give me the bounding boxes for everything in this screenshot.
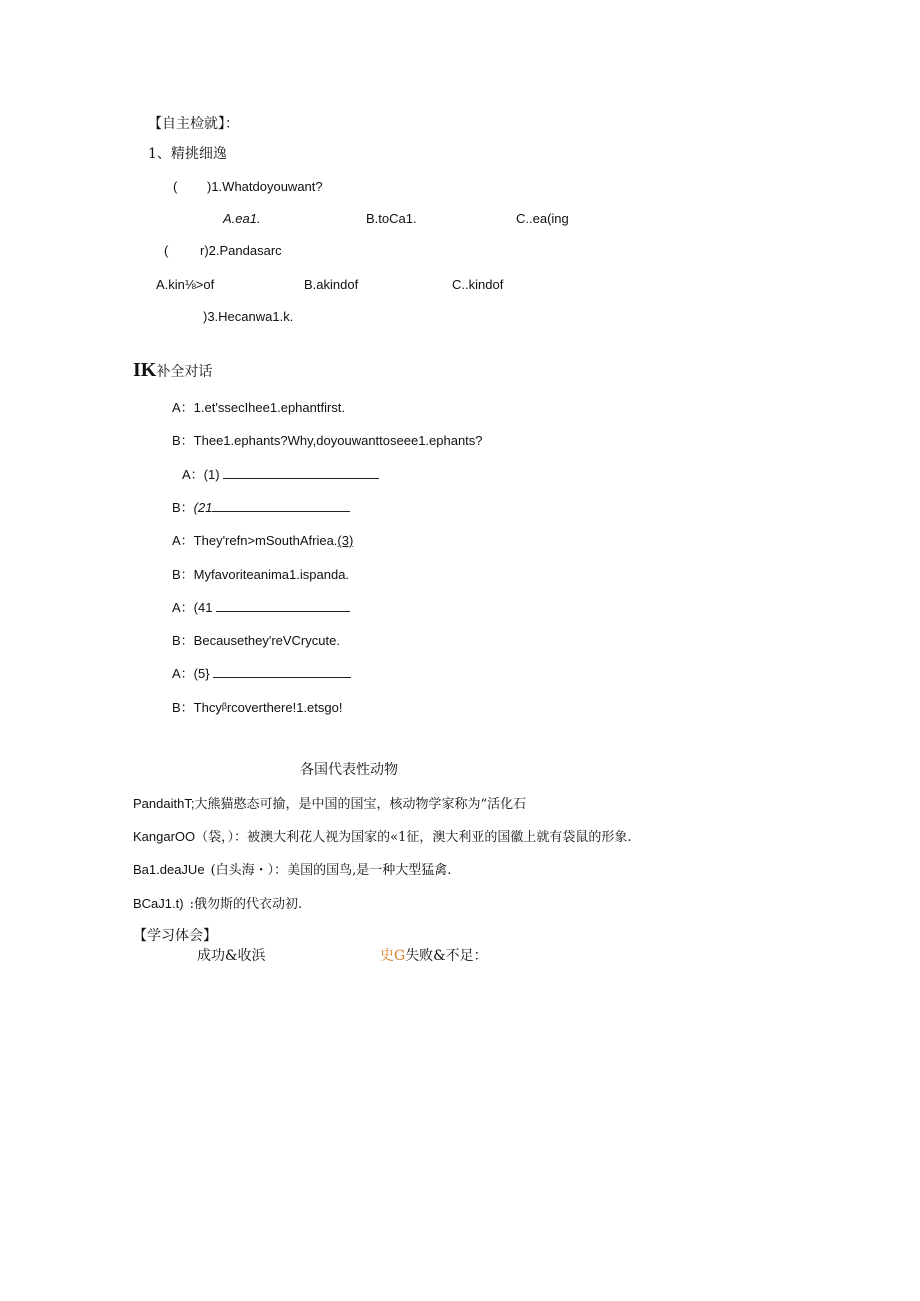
mc-3-stem: )3.Hecanwa1.k. (203, 309, 294, 324)
line-text: (41 (193, 600, 213, 615)
speaker: A： (172, 400, 194, 415)
animal-name: Ba1.deaJUe (133, 862, 205, 877)
speaker: A： (172, 666, 194, 681)
line-text: (1) (203, 467, 220, 482)
animal-name: KangarOO (133, 829, 196, 844)
dialogue-line (172, 500, 350, 516)
dialogue-line (172, 700, 342, 716)
line-text: They'refn>mSouthAfriea. (193, 533, 338, 548)
question-1-heading: 1、精挑细逸 (148, 146, 227, 162)
mc-2-stem: r)2.Pandasarc (200, 243, 282, 258)
learning-heading: 【学习体会】 (133, 928, 217, 944)
mc-1-paren: ( (173, 179, 178, 194)
animal-name: BCaJ1.t) (133, 896, 184, 911)
answer-blank-2[interactable] (212, 501, 350, 512)
mc-2-option-b[interactable]: B.akindof (304, 277, 359, 292)
dialogue-heading-text: 补全对话 (156, 364, 213, 380)
dialogue-heading (133, 359, 213, 381)
answer-blank-5[interactable] (213, 667, 351, 678)
mc-2-paren: ( (164, 243, 169, 258)
speaker: B： (172, 700, 194, 715)
answer-blank-1[interactable] (223, 468, 379, 479)
speaker: A： (172, 600, 194, 615)
speaker: B： (172, 500, 194, 515)
animals-title: 各国代表性动物 (300, 761, 398, 777)
animal-desc: :俄勿斯的代衣动初. (189, 897, 303, 912)
animal-entry (133, 896, 302, 913)
answer-blank-4[interactable] (216, 601, 350, 612)
losses-text: 失败&不足： (405, 948, 488, 964)
line-text: 1.et'ssecIhee1.ephantfirst. (193, 400, 346, 415)
dialogue-line (182, 467, 379, 483)
dialogue-line (172, 533, 353, 549)
line-text: (5} (193, 666, 210, 681)
speaker: A： (182, 467, 204, 482)
animal-desc: (白头海・）：美国的国鸟,是一种大型猛禽. (210, 863, 452, 878)
mc-1-option-b[interactable]: B.toCa1. (366, 211, 417, 226)
animal-entry (133, 862, 451, 879)
mc-1-option-a[interactable]: A.ea1. (223, 211, 261, 226)
gains-label: 成功&收浜 (197, 948, 266, 964)
speaker: B： (172, 567, 194, 582)
losses-prefix: 史G (380, 948, 406, 964)
dialogue-line (172, 633, 340, 649)
dialogue-line (172, 400, 345, 416)
line-text: Myfavoriteanima1.ispanda. (193, 567, 350, 582)
answer-blank-3[interactable]: (3) (337, 533, 354, 548)
speaker: B： (172, 433, 194, 448)
dialogue-line (172, 666, 351, 682)
animal-desc: 大熊猫憨态可揄，是中国的国宝，核动物学家称为“活化石 (194, 797, 527, 812)
animal-desc: （袋，）：被澳大利花人视为国家的«1征，澳大利亚的国徽上就有袋鼠的形象. (195, 830, 632, 845)
animal-entry (133, 829, 632, 846)
animal-name: PandaithT; (133, 796, 195, 811)
line-text: (21 (193, 500, 213, 515)
mc-2-option-a[interactable]: A.kin⅛>of (156, 277, 215, 292)
mc-1-stem: )1.Whatdoyouwant? (207, 179, 323, 194)
line-text: Thee1.ephants?Why,doyouwanttoseee1.ephants? (193, 433, 483, 448)
mc-1-option-c[interactable]: C..ea(ing (516, 211, 569, 226)
line-text: Thcyᵝrcoverthere!1.etsgo! (193, 700, 343, 715)
speaker: A： (172, 533, 194, 548)
dialogue-line (172, 600, 350, 616)
speaker: B： (172, 633, 194, 648)
dialogue-line (172, 433, 483, 449)
losses-label (380, 948, 488, 964)
dialogue-heading-prefix: IK (133, 359, 157, 381)
mc-2-option-c[interactable]: C..kindof (452, 277, 504, 292)
animal-entry (133, 796, 526, 813)
line-text: Becausethey'reVCrycute. (193, 633, 340, 648)
self-check-heading: 【自主检就】： (148, 116, 239, 132)
dialogue-line (172, 567, 349, 583)
